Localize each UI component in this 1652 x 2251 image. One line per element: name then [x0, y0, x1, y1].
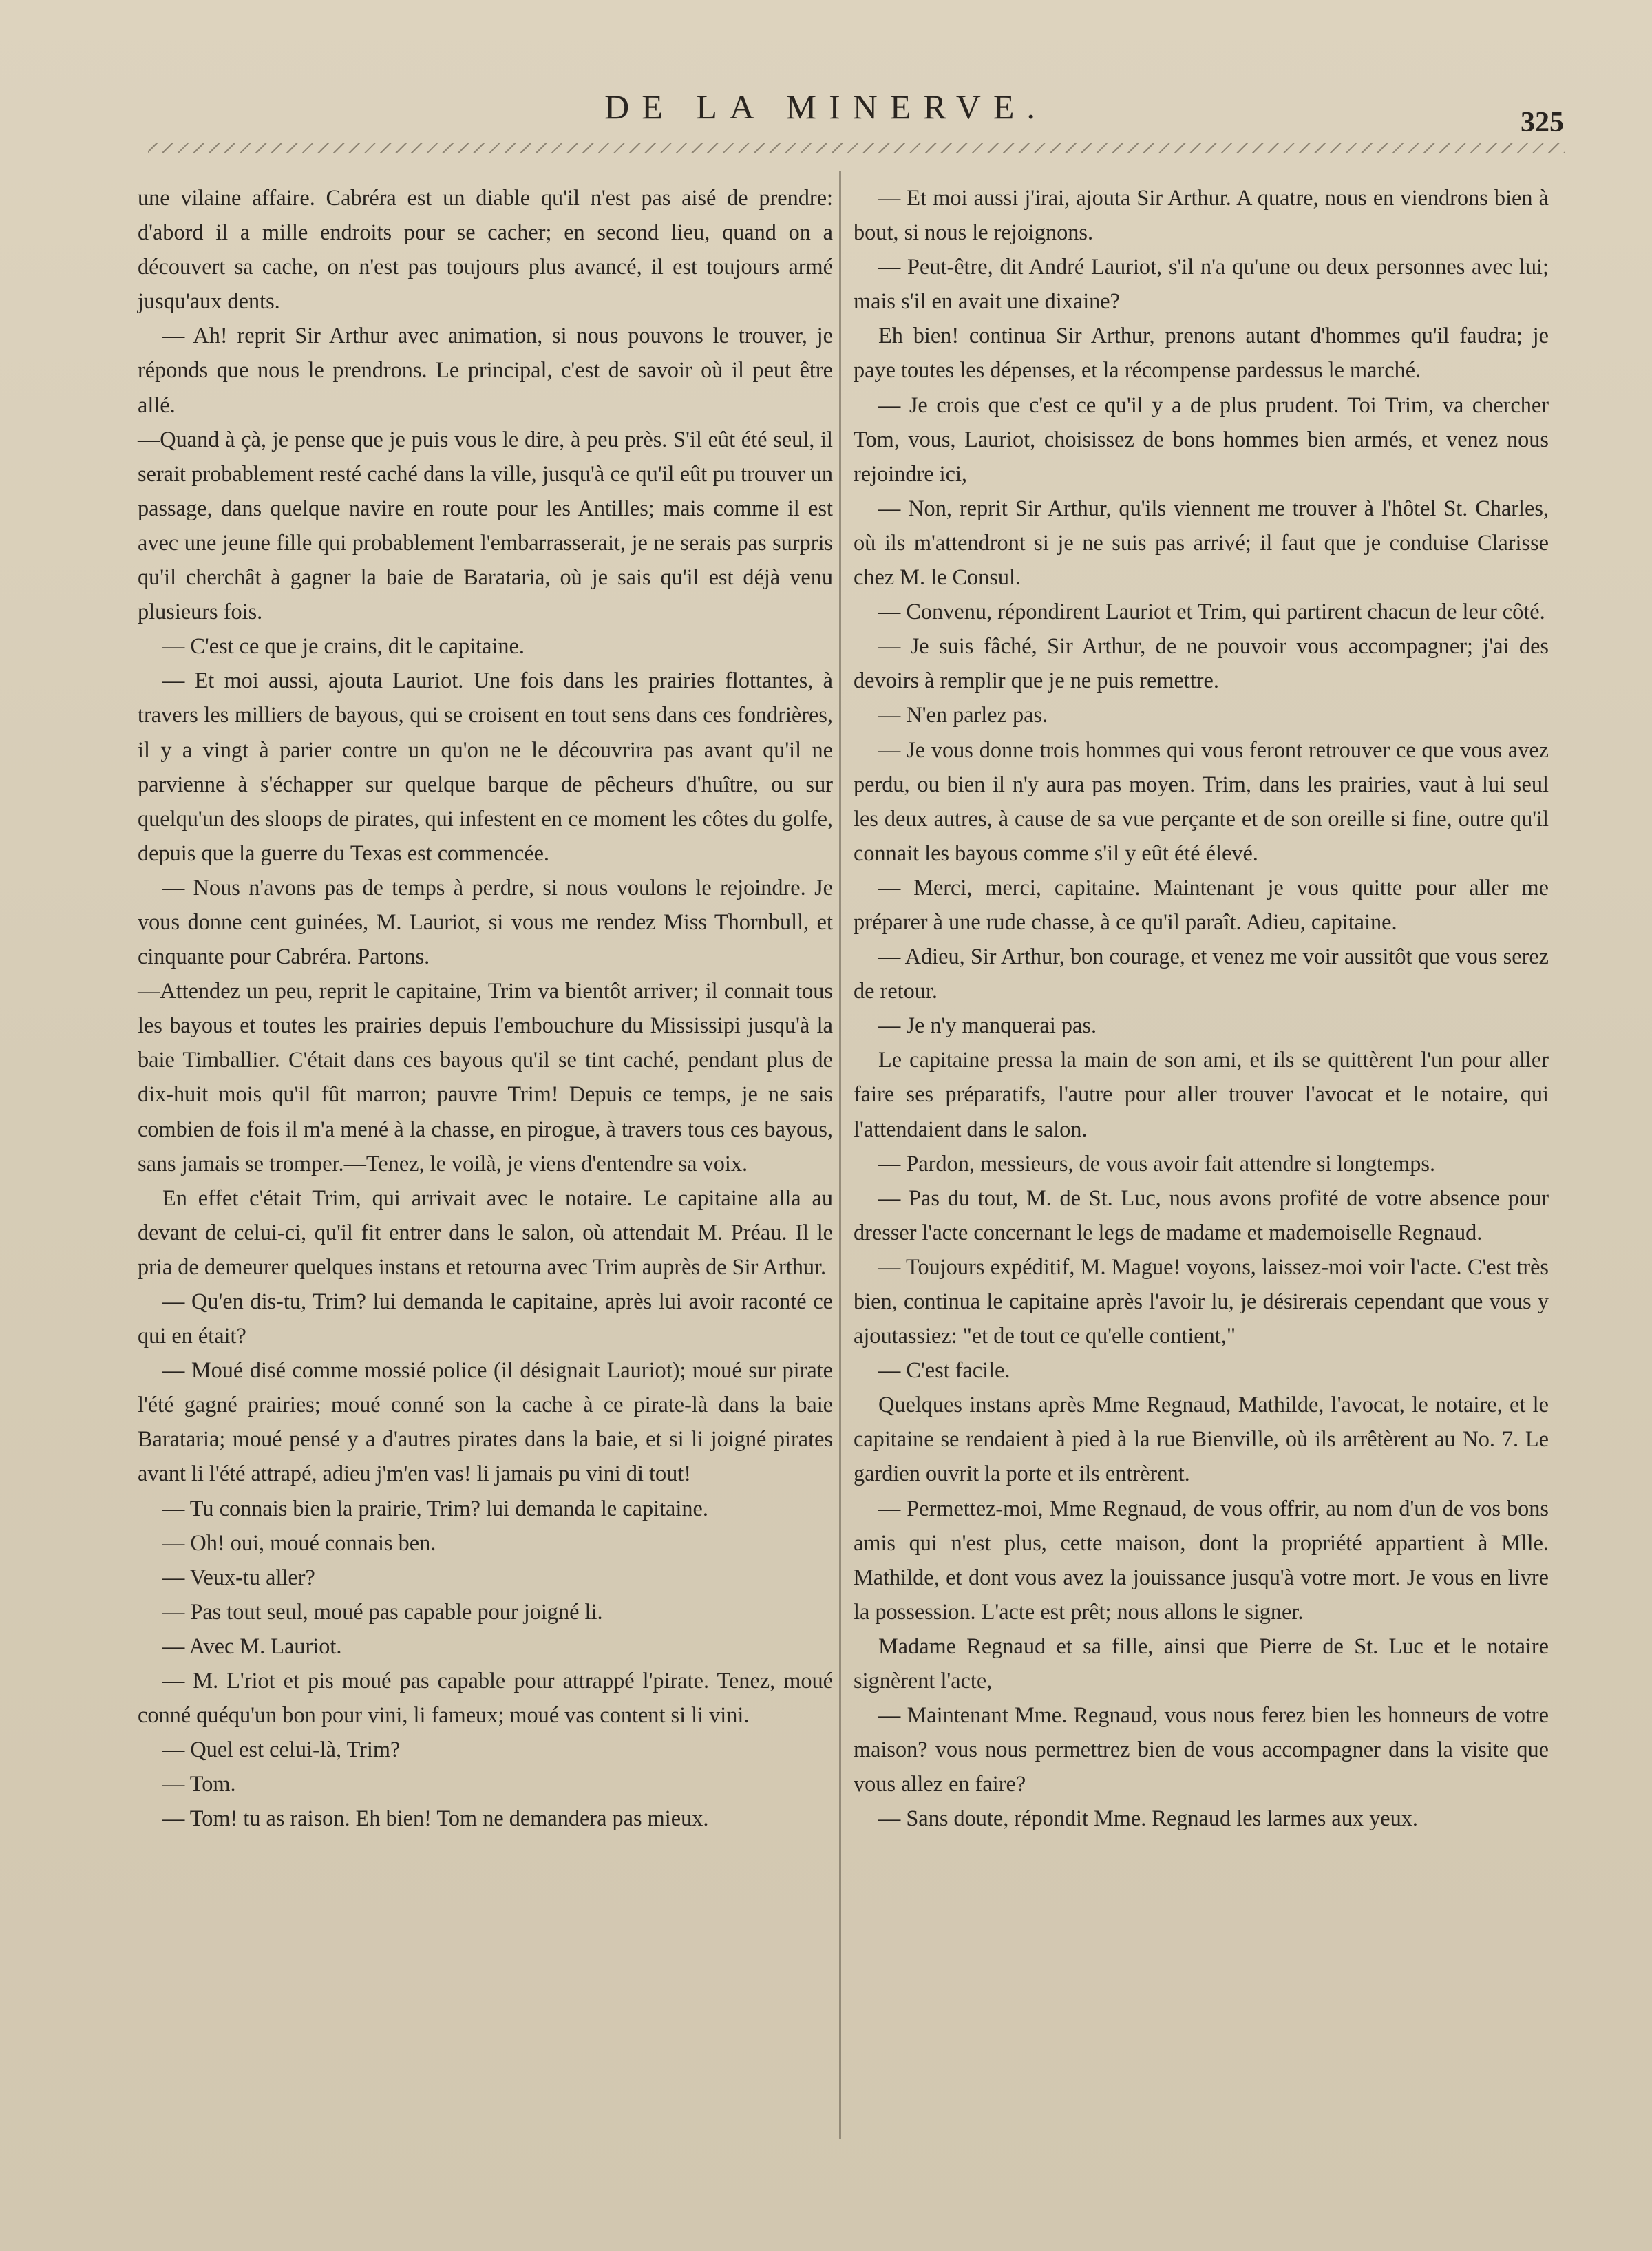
paragraph: une vilaine affaire. Cabréra est un diable qu'il n'est pas aisé de prendre: d'abord il a mille endroits pour se cacher; en second lieu, quand on a découvert sa cache, on n'est pas toujours plus avancé, il est toujours armé jusqu'aux dents.	[138, 185, 833, 314]
paragraph: — Pas tout seul, moué pas capable pour joigné li.	[162, 1598, 603, 1624]
paragraph: —Quand à çà, je pense que je puis vous le dire, à peu près. S'il eût été seul, il serait probablement resté caché dans la ville, jusqu'à ce qu'il eût pu trouver un passage, dans quelque navire en route pour les Antilles; mais comme il est avec une jeune fille qui probablement l'embarrasserait, je ne serais pas surpris qu'il cherchât à gagner la baie de Barataria, où je sais qu'il est déjà venu plusieurs fois.	[138, 426, 833, 624]
paragraph: — Non, reprit Sir Arthur, qu'ils viennent me trouver à l'hôtel St. Charles, où ils m'attendront si je ne suis pas arrivé; il faut que je conduise Clarisse chez M. le Consul.	[854, 495, 1549, 590]
paragraph: — Permettez-moi, Mme Regnaud, de vous offrir, au nom d'un de vos bons amis qui n'est plus, cette maison, dont la propriété appartient à Mlle. Mathilde, et dont vous avez la jouissance jusqu'à votre mort. Je vous en livre la possession. L'acte est prêt; nous allons le signer.	[854, 1495, 1549, 1624]
paragraph: — Tom.	[162, 1771, 236, 1797]
paragraph: — Merci, merci, capitaine. Maintenant je vous quitte pour aller me préparer à une rude chasse, à ce qu'il paraît. Adieu, capitaine.	[854, 874, 1549, 934]
paragraph: — Je suis fâché, Sir Arthur, de ne pouvoir vous accompagner; j'ai des devoirs à remplir que je ne puis remettre.	[854, 633, 1549, 693]
paragraph: — Je n'y manquerai pas.	[878, 1013, 1097, 1038]
paragraph: — Tom! tu as raison. Eh bien! Tom ne demandera pas mieux.	[162, 1806, 709, 1831]
paragraph: Eh bien! continua Sir Arthur, prenons autant d'hommes qu'il faudra; je paye toutes les dépenses, et la récompense pardessus le marché.	[854, 323, 1549, 383]
paragraph: — C'est facile.	[878, 1357, 1010, 1383]
paragraph: — Et moi aussi, ajouta Lauriot. Une fois dans les prairies flottantes, à travers les milliers de bayous, qui se croisent en tout sens dans ces fondrières, il y a vingt à parier contre un qu'on ne le découvrira pas avant qu'il ne parvienne à s'échapper sur quelque barque de pêcheurs d'huître, ou sur quelqu'un des sloops de pirates, qui infestent en ce moment les côtes du golfe, depuis que la guerre du Texas est commencée.	[138, 668, 833, 865]
paragraph: — Maintenant Mme. Regnaud, vous nous ferez bien les honneurs de votre maison? vous nous permettrez bien de vous accompagner dans la visite que vous allez en faire?	[854, 1702, 1549, 1797]
left-column	[138, 180, 833, 1836]
running-title: DE LA MINERVE.	[604, 87, 1048, 126]
paragraph: — Adieu, Sir Arthur, bon courage, et venez me voir aussitôt que vous serez de retour.	[854, 944, 1549, 1004]
paragraph: — N'en parlez pas.	[878, 702, 1048, 728]
paragraph: — Sans doute, répondit Mme. Regnaud les larmes aux yeux.	[878, 1806, 1418, 1831]
paragraph: — Je crois que c'est ce qu'il y a de plus prudent. Toi Trim, va chercher Tom, vous, Lauriot, choisissez de bons hommes bien armés, et venez nous rejoindre ici,	[854, 392, 1549, 486]
paragraph: — Moué disé comme mossié police (il désignait Lauriot); moué sur pirate l'été gagné prairies; moué conné son la cache à ce pirate-là dans la baie Barataria; moué pensé y a d'autres pirates dans la baie, et si li joigné pirates avant li l'été attrapé, adieu j'm'en vas! li jamais pu vini di tout!	[138, 1357, 833, 1486]
right-column	[854, 180, 1549, 1836]
paragraph: — C'est ce que je crains, dit le capitaine.	[162, 633, 525, 659]
paragraph: — Toujours expéditif, M. Mague! voyons, laissez-moi voir l'acte. C'est très bien, continua le capitaine après l'avoir lu, je désirerais cependant que vous y ajoutassiez: "et de tout ce qu'elle contient,"	[854, 1254, 1549, 1349]
paragraph: — Qu'en dis-tu, Trim? lui demanda le capitaine, après lui avoir raconté ce qui en était?	[138, 1289, 833, 1349]
paragraph: Le capitaine pressa la main de son ami, et ils se quittèrent l'un pour aller faire ses préparatifs, l'autre pour aller trouver l'avocat et le notaire, qui l'attendaient dans le salon.	[854, 1047, 1549, 1141]
paragraph: Madame Regnaud et sa fille, ainsi que Pierre de St. Luc et le notaire signèrent l'acte,	[854, 1633, 1549, 1693]
header-rule	[148, 143, 1565, 153]
paragraph: — Avec M. Lauriot.	[162, 1633, 342, 1658]
paragraph: En effet c'était Trim, qui arrivait avec le notaire. Le capitaine alla au devant de celui-ci, qu'il fit entrer dans le salon, où attendait M. Préau. Il le pria de demeurer quelques instans et retourna avec Trim auprès de Sir Arthur.	[138, 1185, 833, 1279]
column-divider	[839, 171, 841, 2139]
page-header	[0, 81, 1652, 143]
paragraph: — Tu connais bien la prairie, Trim? lui demanda le capitaine.	[162, 1495, 708, 1521]
paragraph: — Pas du tout, M. de St. Luc, nous avons profité de votre absence pour dresser l'acte concernant le legs de madame et mademoiselle Regnaud.	[854, 1185, 1549, 1245]
paragraph: — Et moi aussi j'irai, ajouta Sir Arthur. A quatre, nous en viendrons bien à bout, si nous le rejoignons.	[854, 185, 1549, 245]
paragraph: — Veux-tu aller?	[162, 1564, 315, 1589]
paragraph: — Oh! oui, moué connais ben.	[162, 1530, 436, 1555]
paragraph: — Ah! reprit Sir Arthur avec animation, si nous pouvons le trouver, je réponds que nous le prendrons. Le principal, c'est de savoir où il peut être allé.	[138, 323, 833, 417]
paragraph: Quelques instans après Mme Regnaud, Mathilde, l'avocat, le notaire, et le capitaine se rendaient à pied à la rue Bienville, où ils arrêtèrent au No. 7. Le gardien ouvrit la porte et ils entrèrent.	[854, 1392, 1549, 1486]
paragraph: — M. L'riot et pis moué pas capable pour attrappé l'pirate. Tenez, moué conné quéqu'un bon pour vini, li fameux; moué vas content si li vini.	[138, 1668, 833, 1728]
page-number: 325	[1521, 107, 1564, 138]
paragraph: — Pardon, messieurs, de vous avoir fait attendre si longtemps.	[878, 1150, 1436, 1176]
paragraph: — Je vous donne trois hommes qui vous feront retrouver ce que vous avez perdu, ou bien il n'y aura pas moyen. Trim, dans les prairies, vaut à lui seul les deux autres, à cause de sa vue perçante et de son oreille si fine, outre qu'il connait les bayous comme s'il y eût été élevé.	[854, 737, 1549, 865]
paragraph: —Attendez un peu, reprit le capitaine, Trim va bientôt arriver; il connait tous les bayous et toutes les prairies depuis l'embouchure du Mississipi jusqu'à la baie Timballier. C'était dans ces bayous qu'il se tint caché, pendant plus de dix-huit mois qu'il fût marron; pauvre Trim! Depuis ce temps, je ne sais combien de fois il m'a mené à la chasse, en pirogue, à travers tous ces bayous, sans jamais se tromper.—Tenez, le voilà, je viens d'entendre sa voix.	[138, 978, 833, 1176]
paragraph: — Convenu, répondirent Lauriot et Trim, qui partirent chacun de leur côté.	[878, 599, 1545, 624]
paragraph: — Nous n'avons pas de temps à perdre, si nous voulons le rejoindre. Je vous donne cent guinées, M. Lauriot, si vous me rendez Miss Thornbull, et cinquante pour Cabréra. Partons.	[138, 874, 833, 969]
paragraph: — Peut-être, dit André Lauriot, s'il n'a qu'une ou deux personnes avec lui; mais s'il en avait une dixaine?	[854, 254, 1549, 314]
paragraph: — Quel est celui-là, Trim?	[162, 1737, 401, 1762]
